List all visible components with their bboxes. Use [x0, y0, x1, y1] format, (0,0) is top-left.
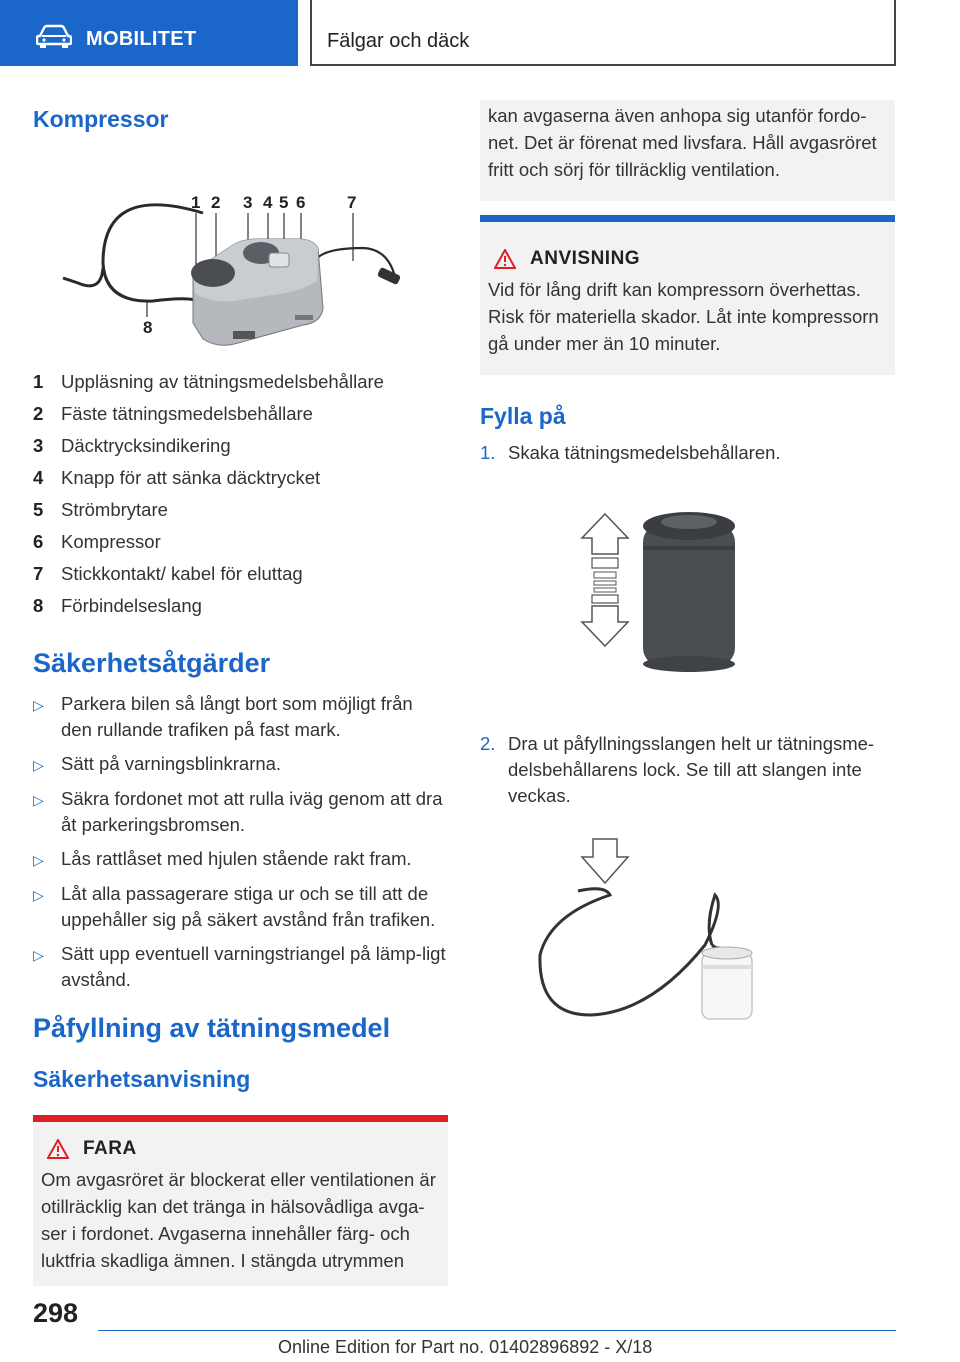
item-number: 4 [33, 467, 44, 488]
callout-5: 5 [279, 193, 289, 212]
callout-1: 1 [191, 193, 201, 212]
list-item [33, 462, 448, 494]
triangle-bullet-icon: ▷ [33, 887, 44, 903]
warning-triangle-icon [47, 1139, 69, 1159]
danger-text: Om avgasröret är blockerat eller ventilationen är otillräcklig kan det tränga in hälsovådliga avga-ser i fordonet. Avgaserna innehåller färg- och luktfria skadliga ämnen. I stängda utrymmen [41, 1169, 436, 1271]
compressor-illustration [33, 153, 448, 353]
item-text: Parkera bilen så långt bort som möjligt från den rullande trafiken på fast mark. [61, 693, 413, 740]
list-item [33, 494, 448, 526]
safety-heading: Säkerhetsåtgärder [33, 648, 271, 678]
step-1 [480, 440, 895, 466]
item-label: Däcktrycksindikering [61, 435, 231, 456]
list-item [33, 590, 448, 622]
list-item [33, 366, 448, 398]
car-icon [36, 24, 72, 48]
page-number: 298 [33, 1298, 79, 1328]
item-number: 1 [33, 371, 44, 392]
section-label: MOBILITET [86, 28, 197, 50]
hose-pull-illustration [480, 835, 895, 1035]
safety-list [33, 691, 448, 993]
item-label: Knapp för att sänka däcktrycket [61, 467, 321, 488]
item-label: Kompressor [61, 531, 161, 552]
callout-4: 4 [263, 193, 273, 212]
chapter-title: Fälgar och däck [327, 30, 470, 52]
item-number: 7 [33, 563, 44, 584]
page-header [0, 0, 960, 66]
list-item [33, 751, 448, 778]
footer-divider [98, 1330, 896, 1331]
edition-text: Online Edition for Part no. 01402896892 - X/18 [278, 1337, 653, 1357]
item-label: Förbindelseslang [61, 595, 202, 616]
shake-bottle-illustration [480, 506, 895, 696]
item-label: Uppläsning av tätningsmedelsbehållare [61, 371, 384, 392]
list-item [33, 881, 448, 933]
list-item [33, 691, 448, 743]
notice-text: Vid för lång drift kan kompressorn överhettas. Risk för materiella skador. Låt inte kompressorn gå under mer än 10 minuter. [488, 279, 879, 354]
callout-6: 6 [296, 193, 306, 212]
item-text: Sätt på varningsblinkrarna. [61, 753, 282, 774]
item-label: Fäste tätningsmedelsbehållare [61, 403, 313, 424]
callout-2: 2 [211, 193, 221, 212]
right-column [480, 100, 895, 1040]
step-text: Skaka tätningsmedelsbehållaren. [508, 442, 781, 463]
triangle-bullet-icon: ▷ [33, 792, 44, 808]
list-item [33, 398, 448, 430]
triangle-bullet-icon: ▷ [33, 947, 44, 963]
danger-title-row [41, 1138, 440, 1160]
item-text: Sätt upp eventuell varningstriangel på lämp-ligt avstånd. [61, 943, 446, 990]
compressor-heading: Kompressor [33, 106, 169, 132]
danger-box [33, 1115, 448, 1286]
step-2 [480, 731, 895, 809]
parts-list [33, 366, 448, 622]
item-text: Låt alla passagerare stiga ur och se till att de uppehåller sig på säkert avstånd från trafiken. [61, 883, 436, 930]
list-item [33, 558, 448, 590]
danger-title: FARA [83, 1138, 137, 1159]
section-tab [0, 0, 298, 66]
item-text: Lås rattlåset med hjulen stående rakt fram. [61, 848, 412, 869]
safety-note-heading: Säkerhetsanvisning [33, 1066, 251, 1092]
notice-box [480, 215, 895, 375]
filling-heading: Påfyllning av tätningsmedel [33, 1013, 391, 1043]
item-label: Strömbrytare [61, 499, 168, 520]
step-number: 2. [480, 733, 496, 754]
danger-box-continued [480, 100, 895, 201]
item-number: 6 [33, 531, 44, 552]
list-item [33, 526, 448, 558]
list-item [33, 941, 448, 993]
step-text: Dra ut påfyllningsslangen helt ur tätningsme-delsbehållarens lock. Se till att slangen inte veckas. [508, 733, 875, 806]
notice-title-row [488, 248, 887, 270]
chapter-tab [310, 0, 896, 66]
warning-triangle-icon [494, 249, 516, 269]
triangle-bullet-icon: ▷ [33, 697, 44, 713]
list-item [33, 430, 448, 462]
step-number: 1. [480, 442, 496, 463]
item-number: 3 [33, 435, 44, 456]
danger-continued-text: kan avgaserna även anhopa sig utanför fordo-net. Det är förenat med livsfara. Håll avgasröret fritt och sörj för tillräcklig ventilation. [488, 105, 877, 180]
callout-3: 3 [243, 193, 253, 212]
item-number: 8 [33, 595, 44, 616]
callout-8: 8 [143, 318, 153, 337]
left-column [33, 100, 448, 1286]
item-number: 2 [33, 403, 44, 424]
triangle-bullet-icon: ▷ [33, 757, 44, 773]
item-label: Stickkontakt/ kabel för eluttag [61, 563, 303, 584]
fill-heading: Fylla på [480, 403, 566, 429]
triangle-bullet-icon: ▷ [33, 852, 44, 868]
list-item [33, 786, 448, 838]
list-item [33, 846, 448, 873]
callout-7: 7 [347, 193, 357, 212]
item-number: 5 [33, 499, 44, 520]
notice-title: ANVISNING [530, 248, 641, 269]
item-text: Säkra fordonet mot att rulla iväg genom att dra åt parkeringsbromsen. [61, 788, 443, 835]
